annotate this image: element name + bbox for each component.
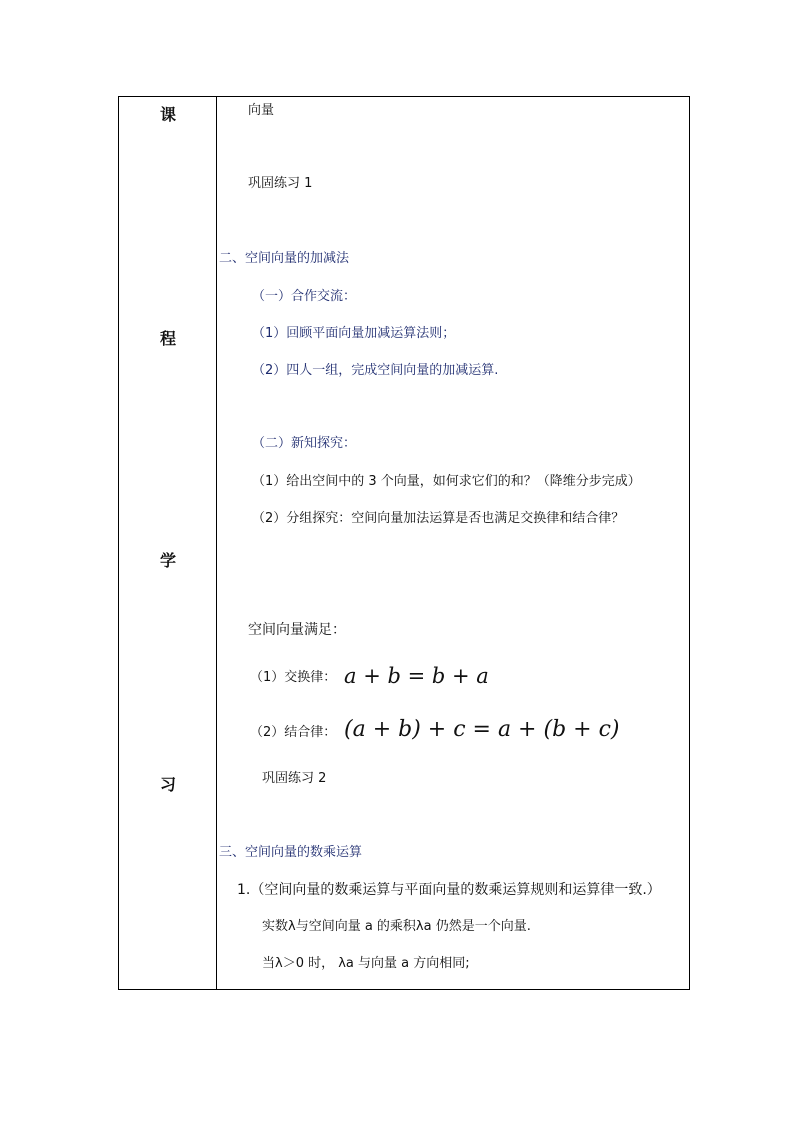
side-label-xi: 习: [160, 775, 177, 794]
exploration-item-2: （2）分组探究：空间向量加法运算是否也满足交换律和结合律？: [252, 511, 625, 526]
side-label-xue: 学: [160, 551, 177, 570]
cooperation-item-1: （1）回顾平面向量加减运算法则；: [252, 326, 456, 341]
cooperation-item-2: （2）四人一组，完成空间向量的加减运算.: [252, 363, 499, 378]
scalar-product-text: 实数λ与空间向量 a 的乘积λa 仍然是一个向量.: [262, 919, 531, 934]
exploration-heading: （二）新知探究：: [252, 436, 357, 451]
column-divider: [216, 96, 217, 990]
positive-lambda-text: 当λ＞0 时， λa 与向量 a 方向相同;: [262, 956, 470, 971]
practice-2-heading: 巩固练习 2: [262, 771, 327, 786]
item-1-text: 1.（空间向量的数乘运算与平面向量的数乘运算规则和运算律一致.）: [237, 882, 661, 898]
lesson-table: [118, 96, 690, 990]
commutative-formula: a + b = b + a: [344, 664, 489, 688]
section-2-heading: 二、空间向量的加减法: [219, 251, 350, 266]
side-label-cheng: 程: [160, 329, 177, 348]
section-3-heading: 三、空间向量的数乘运算: [219, 845, 363, 860]
vector-text: 向量: [248, 103, 275, 118]
side-label-ke: 课: [160, 105, 177, 124]
practice-1-heading: 巩固练习 1: [248, 176, 313, 191]
commutative-label: （1）交换律：: [250, 670, 337, 685]
satisfy-text: 空间向量满足：: [248, 622, 346, 638]
associative-formula: (a + b) + c = a + (b + c): [344, 717, 620, 742]
associative-label: （2）结合律：: [250, 725, 337, 740]
exploration-item-1: （1）给出空间中的 3 个向量，如何求它们的和？（降维分步完成）: [252, 474, 641, 489]
cooperation-heading: （一）合作交流：: [252, 289, 357, 304]
